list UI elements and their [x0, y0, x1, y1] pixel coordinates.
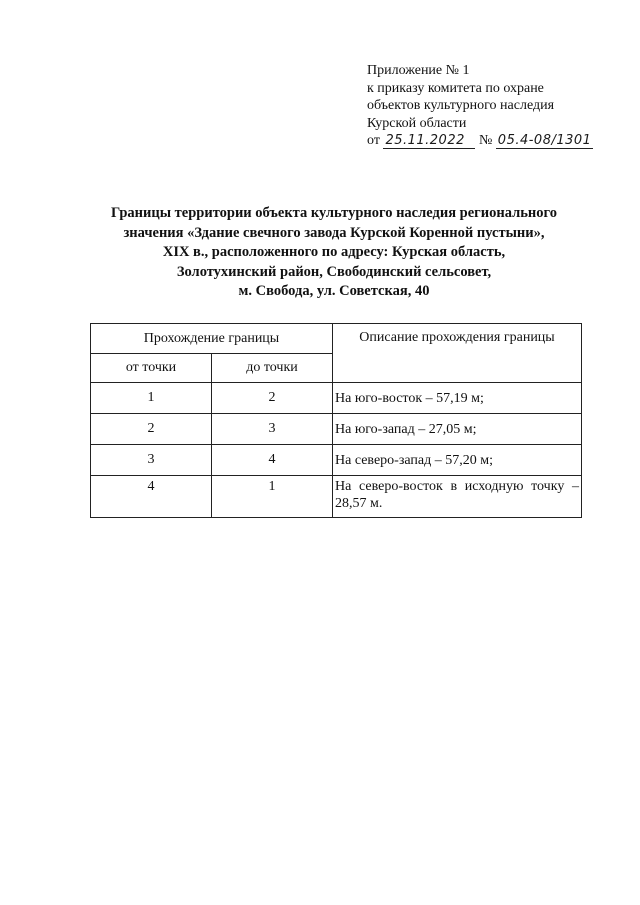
title-line-2: значения «Здание свечного завода Курской Коренной пустыни»,	[123, 224, 545, 241]
to-point-cell: 4	[212, 445, 333, 476]
to-point-cell: 2	[212, 383, 333, 414]
document-title	[60, 204, 608, 302]
boundary-table	[90, 323, 582, 518]
to-point-cell: 3	[212, 414, 333, 445]
title-line-3: XIX в., расположенного по адресу: Курская область,	[162, 244, 506, 260]
from-point-cell: 3	[91, 445, 212, 476]
description-cell: На юго-восток – 57,19 м;	[333, 383, 582, 414]
description-cell: На северо-восток в исходную точку – 28,57 м.	[333, 476, 582, 518]
from-point-cell: 1	[91, 383, 212, 414]
appendix-block	[367, 62, 629, 150]
title-line-1: Границы территории объекта культурного наследия регионального	[111, 205, 557, 221]
appendix-title: Приложение № 1	[367, 63, 470, 78]
header-boundary-passage: Прохождение границы	[91, 324, 333, 354]
header-from-point: от точки	[91, 354, 212, 383]
order-date-number	[367, 132, 629, 150]
title-line-4: Золотухинский район, Свободинский сельсовет,	[176, 263, 492, 280]
appendix-region: Курской области	[367, 115, 467, 131]
order-date-handwritten: 25.11.2022	[383, 134, 475, 149]
header-boundary-description: Описание прохождения границы	[333, 324, 582, 383]
table-row	[91, 476, 582, 518]
title-line-5: м. Свобода, ул. Советская, 40	[238, 283, 430, 299]
from-point-cell: 2	[91, 414, 212, 445]
header-to-point: до точки	[212, 354, 333, 383]
table-row	[91, 445, 582, 476]
description-cell: На юго-запад – 27,05 м;	[333, 414, 582, 445]
table-header-row	[91, 324, 582, 354]
order-number-sign: №	[478, 133, 493, 148]
from-point-cell: 4	[91, 476, 212, 518]
order-from-label: от	[367, 133, 380, 148]
order-number-handwritten: 05.4-08/1301	[497, 133, 592, 148]
appendix-committee: объектов культурного наследия	[367, 98, 555, 113]
to-point-cell: 1	[212, 476, 333, 518]
description-cell: На северо-запад – 57,20 м;	[333, 445, 582, 476]
table-row	[91, 383, 582, 414]
table-row	[91, 414, 582, 445]
appendix-order-ref: к приказу комитета по охране	[367, 80, 544, 96]
